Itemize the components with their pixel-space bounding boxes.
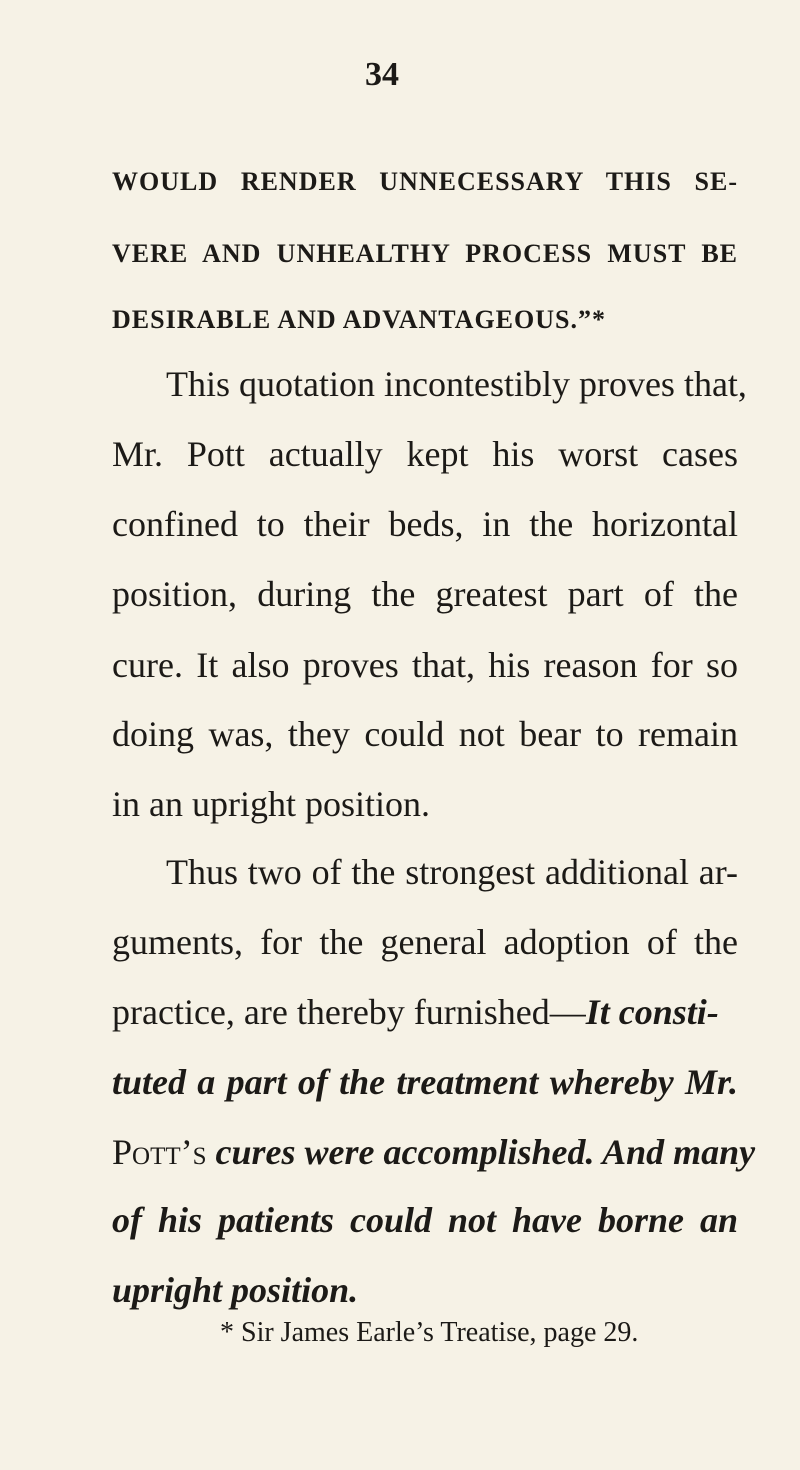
text-line-15-italic: cures were accomplished. And many xyxy=(215,1132,756,1172)
text-line-8: cure. It also proves that, his reason for so xyxy=(112,645,738,685)
text-line-9: doing was, they could not bear to remain xyxy=(112,714,738,754)
text-line-14: tuted a part of the treatment whereby Mr. xyxy=(112,1062,738,1102)
text-line-11: Thus two of the strongest additional ar- xyxy=(166,852,738,892)
text-line-12: guments, for the general adoption of the xyxy=(112,922,738,962)
text-line-17: upright position. xyxy=(112,1270,359,1310)
text-line-15-name: Pott’s xyxy=(112,1132,207,1172)
text-line-6: confined to their beds, in the horizontal xyxy=(112,504,738,544)
text-line-13 xyxy=(112,990,738,1034)
text-line-16: of his patients could not have borne an xyxy=(112,1200,738,1240)
text-line-10: in an upright position. xyxy=(112,784,430,824)
text-line-7: position, during the greatest part of the xyxy=(112,574,738,614)
text-line-5: Mr. Pott actually kept his worst cases xyxy=(112,434,738,474)
text-line-13-roman: practice, are thereby furnished— xyxy=(112,992,586,1032)
text-line-2: VERE AND UNHEALTHY PROCESS MUST BE xyxy=(112,239,738,268)
text-line-15 xyxy=(112,1130,756,1174)
footnote: * Sir James Earle’s Treatise, page 29. xyxy=(220,1317,639,1348)
text-line-13-italic: It consti- xyxy=(585,992,719,1032)
text-line-3: DESIRABLE AND ADVANTAGEOUS.”* xyxy=(112,305,606,334)
page-number: 34 xyxy=(365,56,399,93)
text-line-4: This quotation incontestibly proves that, xyxy=(166,364,747,404)
text-line-1: WOULD RENDER UNNECESSARY THIS SE- xyxy=(112,167,738,196)
